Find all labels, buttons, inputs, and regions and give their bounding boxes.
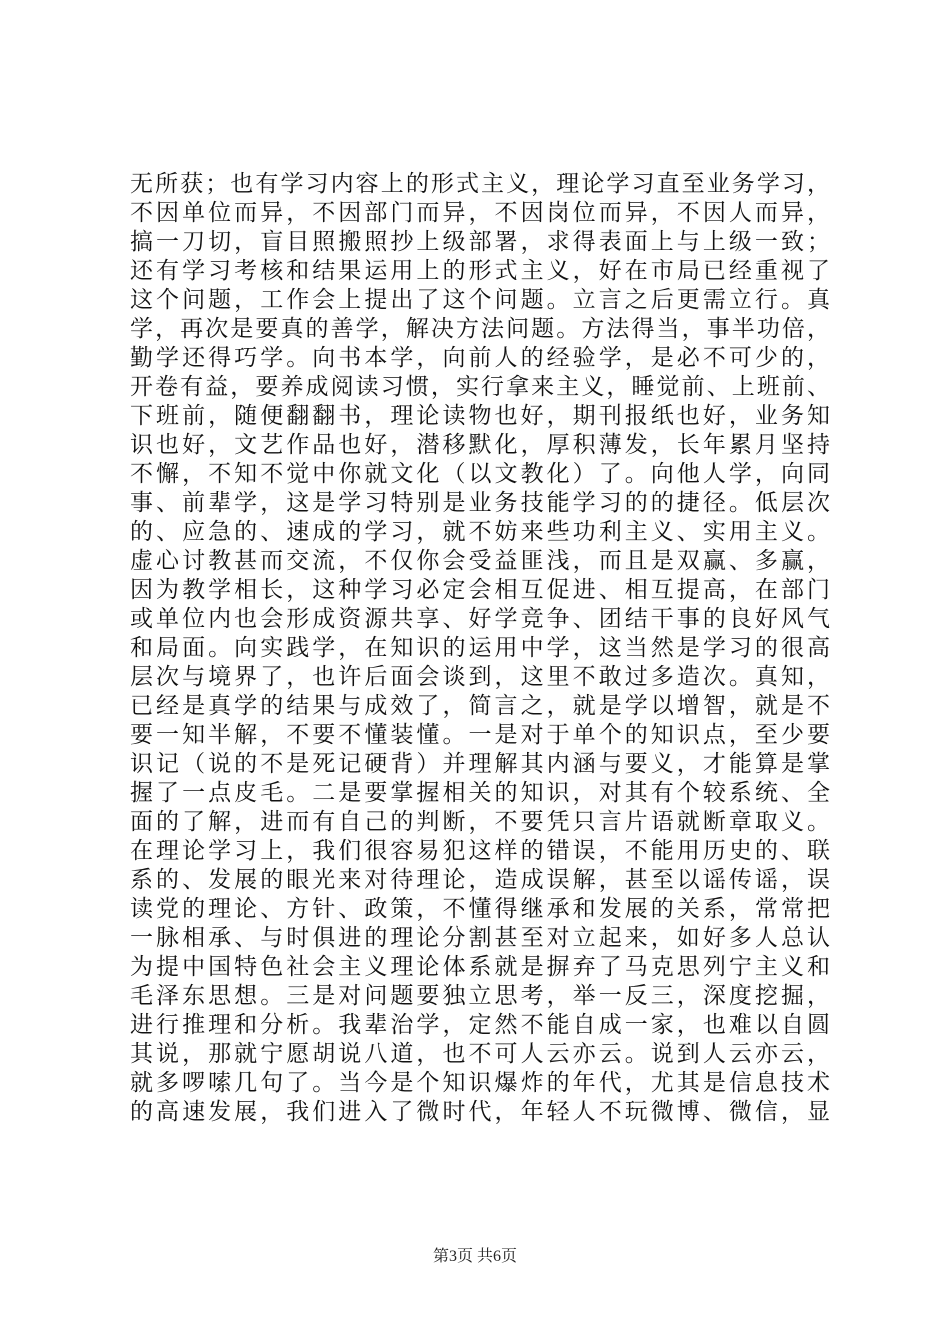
text-line: 一脉相承、与时俱进的理论分割甚至对立起来，如好多人总认 xyxy=(130,925,830,951)
text-line: 勤学还得巧学。向书本学，向前人的经验学，是必不可少的， xyxy=(130,345,830,371)
text-line: 在理论学习上，我们很容易犯这样的错误，不能用历史的、联 xyxy=(130,838,830,864)
text-line: 的高速发展，我们进入了微时代，年轻人不玩微博、微信，显 xyxy=(130,1099,830,1125)
text-line: 这个问题，工作会上提出了这个问题。立言之后更需立行。真 xyxy=(130,287,830,313)
text-line: 下班前，随便翻翻书，理论读物也好，期刊报纸也好，业务知 xyxy=(130,403,830,429)
text-line: 不懈，不知不觉中你就文化（以文教化）了。向他人学，向同 xyxy=(130,461,830,487)
text-line: 就多啰嗦几句了。当今是个知识爆炸的年代，尤其是信息技术 xyxy=(130,1070,830,1096)
text-line: 识记（说的不是死记硬背）并理解其内涵与要义，才能算是掌 xyxy=(130,751,830,777)
text-line: 为提中国特色社会主义理论体系就是摒弃了马克思列宁主义和 xyxy=(130,954,830,980)
text-line: 开卷有益，要养成阅读习惯，实行拿来主义，睡觉前、上班前、 xyxy=(130,374,830,400)
text-line: 已经是真学的结果与成效了，简言之，就是学以增智，就是不 xyxy=(130,693,830,719)
text-line: 进行推理和分析。我辈治学，定然不能自成一家，也难以自圆 xyxy=(130,1012,830,1038)
text-line: 和局面。向实践学，在知识的运用中学，这当然是学习的很高 xyxy=(130,635,830,661)
text-line: 虚心讨教甚而交流，不仅你会受益匪浅，而且是双赢、多赢， xyxy=(130,548,830,574)
text-line: 搞一刀切，盲目照搬照抄上级部署，求得表面上与上级一致； xyxy=(130,229,830,255)
text-line: 握了一点皮毛。二是要掌握相关的知识，对其有个较系统、全 xyxy=(130,780,830,806)
text-line: 或单位内也会形成资源共享、好学竞争、团结干事的良好风气 xyxy=(130,606,830,632)
text-line: 不因单位而异，不因部门而异，不因岗位而异，不因人而异， xyxy=(130,200,830,226)
text-line: 事、前辈学，这是学习特别是业务技能学习的的捷径。低层次 xyxy=(130,490,830,516)
text-line: 无所获；也有学习内容上的形式主义，理论学习直至业务学习， xyxy=(130,171,830,197)
text-line: 读党的理论、方针、政策，不懂得继承和发展的关系，常常把 xyxy=(130,896,830,922)
text-line: 要一知半解，不要不懂装懂。一是对于单个的知识点，至少要 xyxy=(130,722,830,748)
page-footer: 第3页 共6页 xyxy=(432,1248,517,1265)
text-line: 其说，那就宁愿胡说八道，也不可人云亦云。说到人云亦云， xyxy=(130,1041,830,1067)
body-text xyxy=(130,170,830,1127)
text-line: 的、应急的、速成的学习，就不妨来些功利主义、实用主义。 xyxy=(130,519,830,545)
text-line: 还有学习考核和结果运用上的形式主义，好在市局已经重视了 xyxy=(130,258,830,284)
text-line: 因为教学相长，这种学习必定会相互促进、相互提高，在部门 xyxy=(130,577,830,603)
text-line: 面的了解，进而有自己的判断，不要凭只言片语就断章取义。 xyxy=(130,809,830,835)
text-line: 毛泽东思想。三是对问题要独立思考，举一反三，深度挖掘， xyxy=(130,983,830,1009)
text-line: 系的、发展的眼光来对待理论，造成误解，甚至以谣传谣，误 xyxy=(130,867,830,893)
text-line: 层次与境界了，也许后面会谈到，这里不敢过多造次。真知， xyxy=(130,664,830,690)
text-line: 识也好，文艺作品也好，潜移默化，厚积薄发，长年累月坚持 xyxy=(130,432,830,458)
text-line: 学，再次是要真的善学，解决方法问题。方法得当，事半功倍， xyxy=(130,316,830,342)
